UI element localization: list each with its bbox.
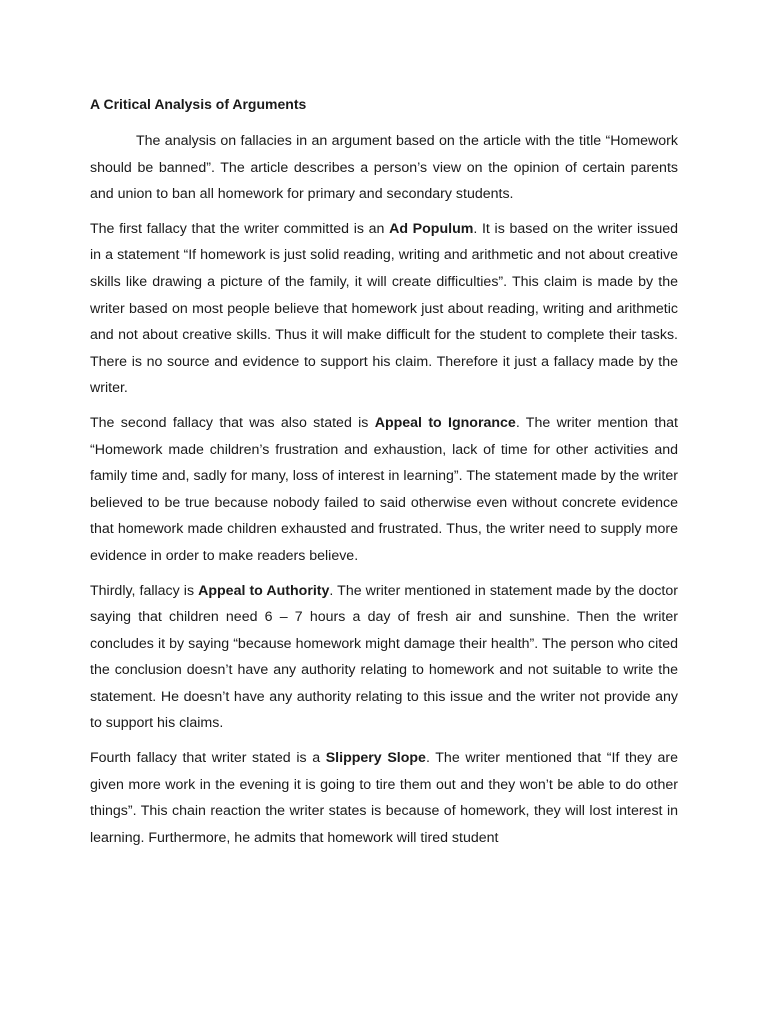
intro-paragraph: The analysis on fallacies in an argument based on the article with the title “Homework should be banned”. The article describes a person’s view on the opinion of certain parents and union to ban all homework for primary and secondary students. bbox=[90, 133, 678, 203]
paragraph-text: . The writer mentioned in statement made by the doctor saying that children need 6 – 7 hours a day of fresh air and sunshine. Then the writer concludes it by saying “because homework might damage their health”. The person who cited the conclusion doesn’t have any authority relating to homework and not suitable to write the statement. He doesn’t have any authority relating to this issue and the writer not provide any to support his claims. bbox=[90, 582, 678, 732]
paragraph-slippery-slope bbox=[90, 745, 678, 851]
fallacy-term: Appeal to Ignorance bbox=[374, 414, 516, 431]
paragraph-text: Thirdly, fallacy is bbox=[90, 582, 199, 599]
paragraph-text: The second fallacy that was also stated is bbox=[90, 414, 375, 431]
fallacy-term: Slippery Slope bbox=[325, 750, 426, 767]
paragraph-text: . The writer mentioned that “If they are given more work in the evening it is going to tire them out and they won’t be able to do other things”. This chain reaction the writer states is because of homework, they will lost interest in learning. Furthermore, he admits that homework will tired student bbox=[90, 750, 678, 846]
paragraph-text: The first fallacy that the writer committed is an bbox=[90, 220, 390, 237]
fallacy-term: Appeal to Authority bbox=[198, 582, 330, 599]
paragraph-appeal-to-authority bbox=[90, 578, 678, 738]
paragraph-text: Fourth fallacy that writer stated is a bbox=[90, 750, 326, 767]
paragraph-appeal-to-ignorance bbox=[90, 410, 678, 570]
document-title: A Critical Analysis of Arguments bbox=[90, 96, 307, 112]
paragraph-text: . It is based on the writer issued in a statement “If homework is just solid reading, writing and arithmetic and not about creative skills like drawing a picture of the family, it will create difficulties”. This claim is made by the writer based on most people believe that homework just about reading, writing and arithmetic and not about creative skills. Thus it will make difficult for the student to complete their tasks. There is no source and evidence to support his claim. Therefore it just a fallacy made by the writer. bbox=[90, 220, 678, 397]
fallacy-term: Ad Populum bbox=[389, 220, 474, 237]
paragraph-text: . The writer mention that “Homework made children’s frustration and exhaustion, lack of time for other activities and family time and, sadly for many, loss of interest in learning”. The statement made by the writer believed to be true because nobody failed to said otherwise even without concrete evidence that homework made children exhausted and frustrated. Thus, the writer need to supply more evidence in order to make readers believe. bbox=[90, 414, 678, 564]
paragraph-ad-populum bbox=[90, 216, 678, 402]
